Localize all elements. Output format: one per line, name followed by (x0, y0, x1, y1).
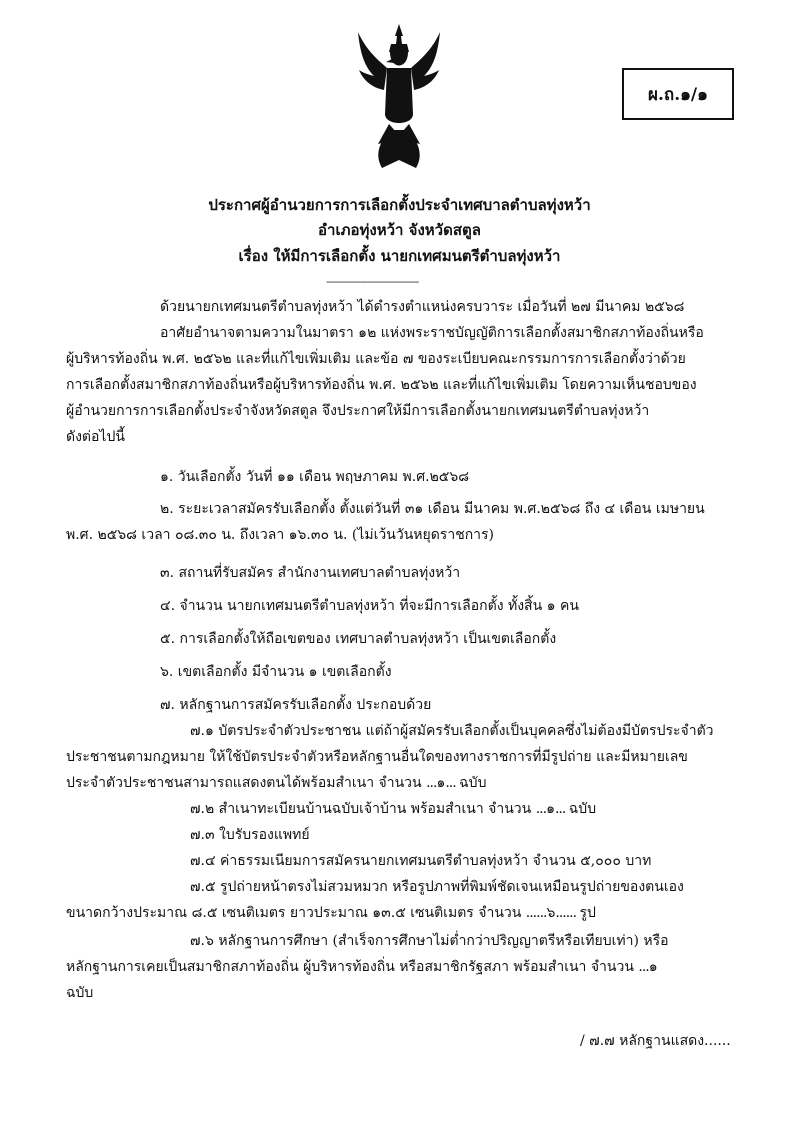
fill-dots: ... (535, 801, 547, 817)
item-electoral-districts: ๖. เขตเลือกตั้ง มีจำนวน ๑ เขตเลือกตั้ง (160, 664, 392, 680)
intro-line: ผู้บริหารท้องถิ่น พ.ศ. ๒๕๖๒ และที่แก้ไขเพิ่มเติม และข้อ ๗ ของระเบียบคณะกรรมการการเลือกตั้งว่าด้วย (66, 351, 686, 367)
item-electoral-area: ๕. การเลือกตั้งให้ถือเขตของ เทศบาลตำบลทุ่งหว้า เป็นเขตเลือกตั้ง (160, 631, 557, 647)
sub-item-7-4: ๗.๔ ค่าธรรมเนียมการสมัครนายกเทศมนตรีตำบลทุ่งหว้า จำนวน ๕,๐๐๐ บาท (190, 853, 652, 869)
sub-item-7-1-cont-2 (66, 772, 486, 794)
intro-line: ดังต่อไปนี้ (66, 429, 125, 445)
item-application-period: ๒. ระยะเวลาสมัครรับเลือกตั้ง ตั้งแต่วันที่ ๓๑ เดือน มีนาคม พ.ศ.๒๕๖๘ ถึง ๔ เดือน เมษายน (160, 501, 705, 517)
item-election-date: ๑. วันเลือกตั้ง วันที่ ๑๑ เดือน พฤษภาคม พ.ศ.๒๕๖๘ (160, 469, 470, 485)
count-value: ๖ (546, 905, 556, 921)
count-value: ๑ (436, 775, 446, 791)
fill-dots: ... (426, 775, 437, 791)
heading-line-1: ประกาศผู้อำนวยการการเลือกตั้งประจำเทศบาลตำบลทุ่งหว้า (208, 196, 591, 214)
heading-line-2: อำเภอทุ่งหว้า จังหวัดสตูล (318, 221, 481, 239)
sub-item-text: ขนาดกว้างประมาณ ๘.๕ เซนติเมตร ยาวประมาณ ๑๓.๕ เซนติเมตร จำนวน (66, 905, 522, 921)
continued-next-page: / ๗.๗ หลักฐานแสดง...... (580, 1033, 731, 1049)
sub-item-7-1: ๗.๑ บัตรประจำตัวประชาชน แต่ถ้าผู้สมัครรับเลือกตั้งเป็นบุคคลซึ่งไม่ต้องมีบัตรประจำตัว (190, 723, 714, 739)
count-unit: ฉบับ (568, 801, 597, 817)
fill-dots: ...... (555, 905, 580, 921)
count-value: ๑ (546, 801, 555, 817)
intro-line: การเลือกตั้งสมาชิกสภาท้องถิ่นหรือผู้บริหารท้องถิ่น พ.ศ. ๒๕๖๒ และที่แก้ไขเพิ่มเติม โดยความเห็นชอบของ (66, 377, 697, 393)
sub-item-7-6: ๗.๖ หลักฐานการศึกษา (สำเร็จการศึกษาไม่ต่ำกว่าปริญญาตรีหรือเทียบเท่า) หรือ (190, 933, 669, 949)
intro-line: ด้วยนายกเทศมนตรีตำบลทุ่งหว้า ได้ดำรงตำแหน่งครบวาระ เมื่อวันที่ ๒๗ มีนาคม ๒๕๖๘ (160, 299, 685, 315)
fill-dots: ...... (525, 905, 547, 921)
fill-dots: ... (445, 775, 460, 791)
sub-item-text: ประจำตัวประชาชนสามารถแสดงตนได้พร้อมสำเนา จำนวน (66, 775, 422, 791)
item-application-period-cont: พ.ศ. ๒๕๖๘ เวลา ๐๘.๓๐ น. ถึงเวลา ๑๖.๓๐ น. (ไม่เว้นวันหยุดราชการ) (66, 527, 495, 543)
heading-divider: ---------------------------------- (326, 275, 419, 288)
form-code-text: ผ.ถ.๑/๑ (648, 84, 708, 105)
count-unit: รูป (579, 905, 596, 921)
item-application-place: ๓. สถานที่รับสมัคร สำนักงานเทศบาลตำบลทุ่งหว้า (160, 565, 461, 581)
garuda-emblem-icon (356, 22, 442, 170)
form-code-box (622, 68, 734, 120)
item-number-of-positions: ๔. จำนวน นายกเทศมนตรีตำบลทุ่งหว้า ที่จะมีการเลือกตั้ง ทั้งสิ้น ๑ คน (160, 598, 579, 614)
sub-item-text: หลักฐานการเคยเป็นสมาชิกสภาท้องถิ่น ผู้บริหารท้องถิ่น หรือสมาชิกรัฐสภา พร้อมสำเนา จำนวน (66, 959, 634, 975)
sub-item-7-1-cont: ประชาชนตามกฎหมาย ให้ใช้บัตรประจำตัวหรือหลักฐานอื่นใดของทางราชการที่มีรูปถ่าย และมีหมายเลข (66, 749, 688, 765)
fill-dots: ... (554, 801, 569, 817)
heading-subject: เรื่อง ให้มีการเลือกตั้ง นายกเทศมนตรีตำบลทุ่งหว้า (238, 247, 561, 265)
count-unit: ฉบับ (459, 775, 487, 791)
count-value: ๑ (648, 959, 658, 975)
sub-item-7-6-cont (66, 956, 658, 978)
sub-item-7-5-cont (66, 902, 596, 924)
intro-line: ผู้อำนวยการการเลือกตั้งประจำจังหวัดสตูล จึงประกาศให้มีการเลือกตั้งนายกเทศมนตรีตำบลทุ่งหว้า (66, 403, 650, 419)
sub-item-7-3: ๗.๓ ใบรับรองแพทย์ (190, 827, 310, 843)
sub-item-7-5: ๗.๕ รูปถ่ายหน้าตรงไม่สวมหมวก หรือรูปภาพที่พิมพ์ชัดเจนเหมือนรูปถ่ายของตนเอง (190, 879, 684, 895)
fill-dots: ... (638, 959, 649, 975)
sub-item-text: ๗.๒ สำเนาทะเบียนบ้านฉบับเจ้าบ้าน พร้อมสำเนา จำนวน (190, 801, 532, 817)
sub-item-7-2 (190, 798, 596, 820)
intro-line: อาศัยอำนาจตามความในมาตรา ๑๒ แห่งพระราชบัญญัติการเลือกตั้งสมาชิกสภาท้องถิ่นหรือ (160, 325, 704, 341)
item-required-documents: ๗. หลักฐานการสมัครรับเลือกตั้ง ประกอบด้วย (160, 697, 432, 713)
sub-item-7-6-unit: ฉบับ (66, 985, 94, 1001)
